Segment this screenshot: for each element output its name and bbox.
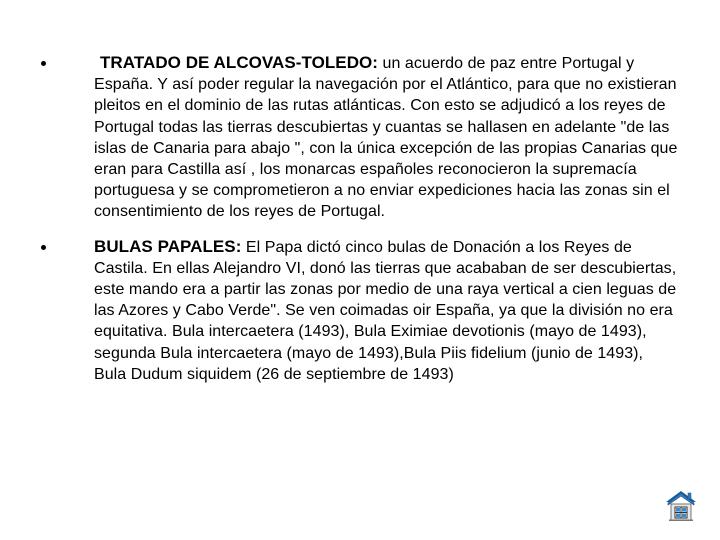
home-button[interactable] [664,488,698,522]
bullet-term: BULAS PAPALES: [94,236,242,256]
bullet-dot [41,245,46,250]
home-icon [664,488,698,522]
bullet-text: El Papa dictó cinco bulas de Donación a los Reyes de Castila. En ellas Alejandro VI, donó las tierras que acababan de ser descubiertas, este mando era a partir las zonas por medio de una raya vertical a cien leguas de las Azores y Cabo Verde". Se ven coimadas oir España, ya que la división no era equitativa. Bula intercaetera (1493), Bula Eximiae devotionis (mayo de 1493), segunda Bula intercaetera (mayo de 1493),Bula Piis fidelium (junio de 1493), Bula Dudum siquidem (26 de septiembre de 1493) [94,238,677,383]
bullet-term: TRATADO DE ALCOVAS-TOLEDO: [100,53,379,72]
bullet-item-bulas [38,236,678,385]
bullet-item-tratado [38,52,678,223]
bullet-text: un acuerdo de paz entre Portugal y España. Y así poder regular la navegación por el Atlántico, para que no existieran pleitos en el dominio de las rutas atlánticas. Con esto se adjudicó a los reyes de Portugal todas las tierras descubiertas y cuantas se hallasen en adelante "de las islas de Canaria para abajo ", con la única excepción de las propias Canarias que eran para Castilla así , los monarcas españoles reconocieron la supremacía portuguesa y se comprometieron a no enviar expediciones hacia las zonas sin el consentimiento de los reyes de Portugal. [94,55,678,221]
bullet-list [38,52,678,385]
bullet-dot [41,61,46,66]
